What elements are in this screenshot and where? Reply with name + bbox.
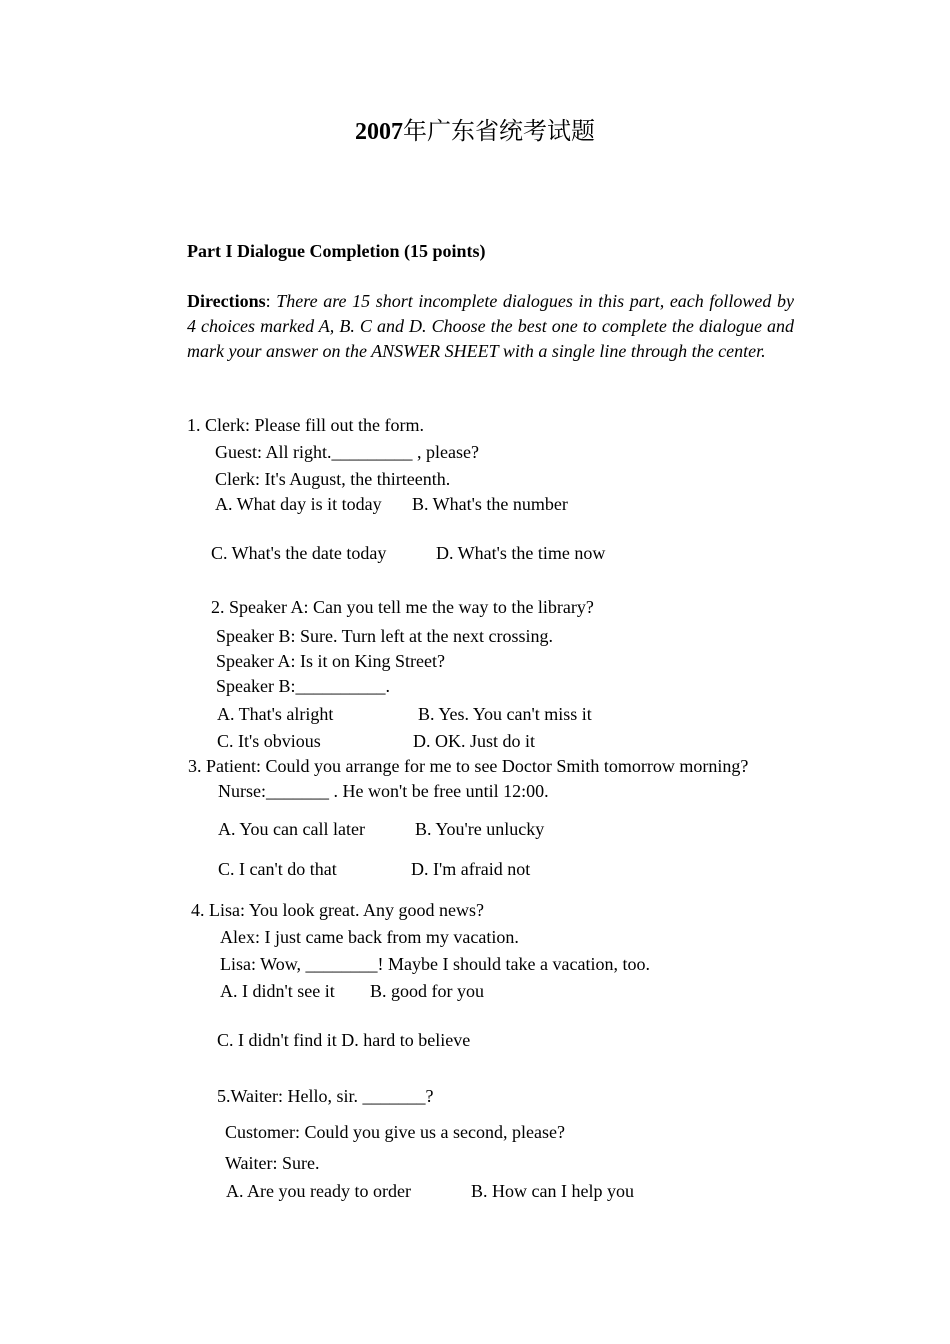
q1-option-d: D. What's the time now bbox=[436, 543, 606, 563]
title-text: 年广东省统考试题 bbox=[403, 119, 595, 145]
q1-line-3: Clerk: It's August, the thirteenth. bbox=[215, 469, 451, 489]
q1-option-a: A. What day is it today bbox=[215, 494, 382, 514]
q4-line-3: Lisa: Wow, ________! Maybe I should take a vacation, too. bbox=[220, 954, 650, 974]
q3-option-d: D. I'm afraid not bbox=[411, 859, 531, 879]
q2-line-2: Speaker B: Sure. Turn left at the next crossing. bbox=[216, 626, 553, 646]
q1-option-c: C. What's the date today bbox=[211, 543, 387, 563]
q2-option-a: A. That's alright bbox=[217, 704, 334, 724]
directions-label: Directions bbox=[187, 291, 266, 311]
q3-line-1: 3. Patient: Could you arrange for me to see Doctor Smith tomorrow morning? bbox=[188, 756, 749, 776]
q5-option-b: B. How can I help you bbox=[471, 1181, 634, 1201]
q4-option-a: A. I didn't see it bbox=[220, 981, 335, 1001]
q4-option-cd: C. I didn't find it D. hard to believe bbox=[217, 1030, 471, 1050]
part-heading: Part I Dialogue Completion (15 points) bbox=[187, 241, 486, 261]
q2-line-4: Speaker B:__________. bbox=[216, 676, 390, 696]
q3-option-b: B. You're unlucky bbox=[415, 819, 545, 839]
q1-line-2: Guest: All right._________ , please? bbox=[215, 442, 479, 462]
q2-line-3: Speaker A: Is it on King Street? bbox=[216, 651, 445, 671]
title-year: 2007 bbox=[355, 119, 403, 145]
directions-separator: : bbox=[265, 291, 277, 311]
q2-option-c: C. It's obvious bbox=[217, 731, 321, 751]
q2-option-d: D. OK. Just do it bbox=[413, 731, 536, 751]
q5-option-a: A. Are you ready to order bbox=[226, 1181, 411, 1201]
q4-line-1: 4. Lisa: You look great. Any good news? bbox=[191, 900, 484, 920]
q1-line-1: 1. Clerk: Please fill out the form. bbox=[187, 415, 424, 435]
q4-option-b: B. good for you bbox=[370, 981, 484, 1001]
q3-option-c: C. I can't do that bbox=[218, 859, 337, 879]
q3-option-a: A. You can call later bbox=[218, 819, 365, 839]
q3-line-2: Nurse:_______ . He won't be free until 12:00. bbox=[218, 781, 549, 801]
page-title bbox=[0, 116, 950, 148]
q2-line-1: 2. Speaker A: Can you tell me the way to the library? bbox=[211, 597, 594, 617]
q1-option-b: B. What's the number bbox=[412, 494, 568, 514]
q5-line-2: Customer: Could you give us a second, please? bbox=[225, 1122, 565, 1142]
directions-text: There are 15 short incomplete dialogues in this part, each followed by 4 choices marked A, B. C and D. Choose the best one to complete the dialogue and mark your answer on the ANSWER SHEET with a single line through the center. bbox=[187, 291, 794, 361]
q5-line-1: 5.Waiter: Hello, sir. _______? bbox=[217, 1086, 434, 1106]
directions-paragraph bbox=[187, 289, 794, 364]
q5-line-3: Waiter: Sure. bbox=[225, 1153, 320, 1173]
q2-option-b: B. Yes. You can't miss it bbox=[418, 704, 592, 724]
q4-line-2: Alex: I just came back from my vacation. bbox=[220, 927, 519, 947]
